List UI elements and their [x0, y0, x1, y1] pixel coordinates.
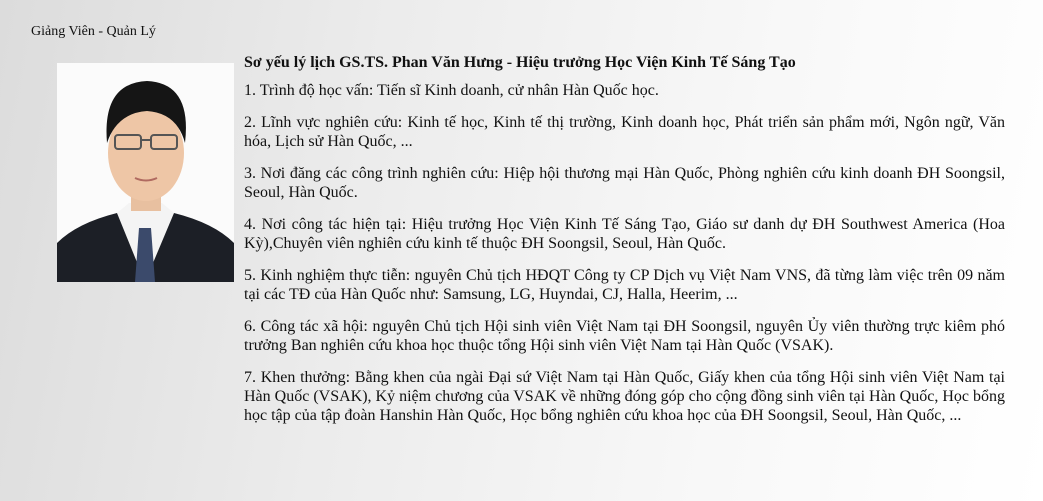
- profile-item-research: 2. Lĩnh vực nghiên cứu: Kinh tế học, Kinh tế thị trường, Kinh doanh học, Phát triển sản phẩm mới, Ngôn ngữ, Văn hóa, Lịch sử Hàn Quốc, ...: [244, 114, 1005, 150]
- profile-item-experience: 5. Kinh nghiệm thực tiễn: nguyên Chủ tịch HĐQT Công ty CP Dịch vụ Việt Nam VNS, đã từng làm việc trên 09 năm tại các TĐ của Hàn Quốc như: Samsung, LG, Huyndai, CJ, Halla, Heerim, ...: [244, 267, 1005, 303]
- profile-photo: [57, 63, 234, 282]
- profile-content: [244, 53, 1005, 438]
- profile-item-workplace: 4. Nơi công tác hiện tại: Hiệu trưởng Học Viện Kinh Tế Sáng Tạo, Giáo sư danh dự ĐH Southwest America (Hoa Kỳ),Chuyên viên nghiên cứu kinh tế thuộc ĐH Soongsil, Seoul, Hàn Quốc.: [244, 216, 1005, 252]
- profile-title: Sơ yếu lý lịch GS.TS. Phan Văn Hưng - Hiệu trưởng Học Viện Kinh Tế Sáng Tạo: [244, 54, 796, 71]
- profile-item-publications: 3. Nơi đăng các công trình nghiên cứu: Hiệp hội thương mại Hàn Quốc, Phòng nghiên cứu kinh doanh ĐH Soongsil, Seoul, Hàn Quốc.: [244, 165, 1005, 201]
- breadcrumb[interactable]: Giảng Viên - Quản Lý: [31, 24, 156, 39]
- profile-item-education: 1. Trình độ học vấn: Tiến sĩ Kinh doanh, cử nhân Hàn Quốc học.: [244, 82, 659, 99]
- profile-item-social: 6. Công tác xã hội: nguyên Chủ tịch Hội sinh viên Việt Nam tại ĐH Soongsil, nguyên Ủy viên thường trực kiêm phó trưởng Ban nghiên cứu khoa học thuộc tổng Hội sinh viên Việt Nam tại Hàn Quốc (VSAK).: [244, 318, 1005, 354]
- profile-item-awards: 7. Khen thưởng: Bằng khen của ngài Đại sứ Việt Nam tại Hàn Quốc, Giấy khen của tổng Hội sinh viên Việt Nam tại Hàn Quốc (VSAK), Kỷ niệm chương của VSAK về những đóng góp cho cộng đồng sinh viên tại Hàn Quốc, Học bổng học tập của tập đoàn Hanshin Hàn Quốc, Học bổng nghiên cứu khoa học của ĐH Soongsil, Seoul, Hàn Quốc, ...: [244, 369, 1005, 424]
